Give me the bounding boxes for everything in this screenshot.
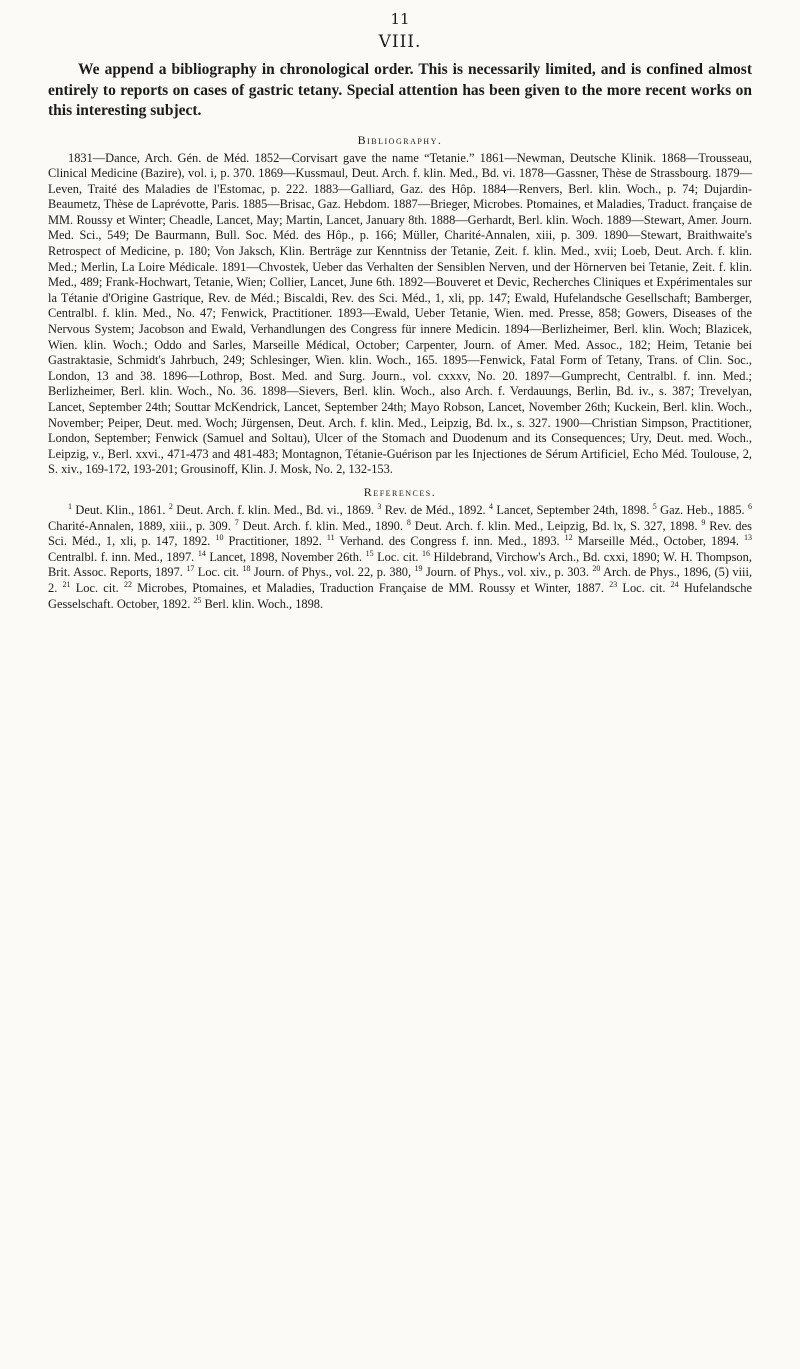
reference-item: $^{22}$ Microbes, Ptomaines, et Maladies, Traduction Française de MM. Roussy et Winter, 1887. <box>123 579 604 595</box>
reference-item: $^{18}$ Journ. of Phys., vol. 22, p. 380, <box>242 564 412 580</box>
reference-item: $^3$ Rev. de Méd., 1892. <box>377 501 486 517</box>
reference-item: $^{12}$ Marseille Méd., October, 1894. <box>564 533 739 549</box>
reference-item: $^{13}$ Centralbl. f. inn. Med., 1897. <box>48 533 752 564</box>
section-number: VIII. <box>378 32 422 52</box>
reference-item: $^{10}$ Practitioner, 1892. <box>215 533 322 549</box>
reference-item: $^{16}$ Hildebrand, Virchow's Arch., Bd. cxxi, 1890; W. H. Thompson, Brit. Assoc. Reports, 1897. <box>48 548 752 580</box>
references-heading: References. <box>363 484 437 499</box>
document-page <box>48 10 752 612</box>
page-number: 11 <box>390 10 410 28</box>
reference-item: $^5$ Gaz. Heb., 1885. <box>652 501 745 517</box>
reference-item: $^{14}$ Lancet, 1898, November 26th. <box>197 548 363 564</box>
reference-item: $^{15}$ Loc. cit. <box>365 548 419 564</box>
bibliography-text: 1831—Dance, Arch. Gén. de Méd. 1852—Corvisart gave the name “Tetanie.” 1861—Newman, Deutsche Klinik. 1868—Trousseau, Clinical Medicine (Bazire), vol. i, p. 370. 1869—Kussmaul, Deut. Arch. f. klin. Med., Bd. vi. 1878—Gassner, Thèse de Strassbourg. 1879—Leven, Traité des Maladies de l'Estomac, p. 222. 1883—Galliard, Gaz. des Hôp. 1884—Renvers, Berl. klin. Woch., p. 74; Dujardin-Beaumetz, Thèse de Laprévotte, Paris. 1885—Brisac, Gaz. Hebdom. 1887—Brieger, Microbes. Ptomaines, et Maladies, Traduct. française de MM. Roussy et Winter; Cheadle, Lancet, May; Martin, Lancet, January 8th. 1888—Gerhardt, Berl. klin. Woch. 1889—Stewart, Amer. Journ. Med. Sci., 549; De Baurmann, Bull. Soc. Méd. des Hôp., p. 166; Müller, Charité-Annalen, xiii, p. 309. 1890—Stewart, Braithwaite's Retrospect of Medicine, p. 180; Von Jaksch, Klin. Berträge zur Kenntniss der Tetanie, Zeit. f. klin. Med., xvii; Loeb, Deut. Arch. f. klin. Med.; Merlin, La Loire Médicale. 1891—Chvostek, Ueber das Verhalten der Sensiblen Nerven, und der Hörnerven bei Tetanie, Zeit. f. klin. Med., 489; Frank-Hochwart, Tetanie, Wien; Collier, Lancet, June 6th. 1892—Bouveret et Devic, Recherches Cliniques et Expérimentales sur la Tétanie d'Origine Gastrique, Rev. de Méd.; Biscaldi, Rev. des Sci. Méd., 1, xli, pp. 147; Ewald, Hufelandsche Gesellschaft; Bamberger, Centralbl. f. klin. Med., No. 47; Fenwick, Practitioner. 1893—Ewald, Ueber Tetanie, Wien. med. Presse, 858; Gowers, Diseases of the Nervous System; Jacobson and Ewald, Verhandlungen des Congress für innere Medicin. 1894—Berlizheimer, Berl. klin. Woch; Blazicek, Wien. klin. Woch.; Oddo and Sarles, Marseille Médical, October; Carpenter, Journ. of Amer. Med. Assoc., 182; Heim, Tetanie bei Gastraktasie, Schmidt's Jahrbuch, 249; Schlesinger, Wien. klin. Woch., 165. 1895—Fenwick, Fatal Form of Tetany, Trans. of Clin. Soc., London, 13 and 38. 1896—Lothrop, Bost. Med. and Surg. Journ., vol. cxxxv, No. 20. 1897—Gumprecht, Centralbl. f. inn. Med.; Berlizheimer, Berl. klin. Woch., No. 36. 1898—Sievers, Berl. klin. Woch., also Arch. f. Verdauungs, Berlin, Bd. iv., s. 387; Trevelyan, Lancet, September 24th; Souttar McKendrick, Lancet, September 24th; Mayo Robson, Lancet, November 26th; Kuckein, Berl. klin. Woch., November; Peiper, Deut. med. Woch; Jürgensen, Deut. Arch. f. klin. Med., Leipzig, Bd. lx., s. 327. 1900—Christian Simpson, Practitioner, London, September; Fenwick (Samuel and Soltau), Ulcer of the Stomach and Duodenum and its Consequences; Ury, Deut. med. Woch., Leipzig, v., Berl. xxvi., 471-473 and 481-483; Montagnon, Tétanie-Guérison par les Injectiones de Sérum Artificiel, Echo Méd. Toulouse, 2, S. xiv., 169-172, 193-201; Grousinoff, Klin. J. Mosk, No. 2, 132-153. <box>48 150 752 477</box>
reference-item: $^7$ Deut. Arch. f. klin. Med., 1890. <box>234 517 403 533</box>
reference-item: $^2$ Deut. Arch. f. klin. Med., Bd. vi., 1869. <box>168 501 374 517</box>
reference-item: $^4$ Lancet, September 24th, 1898. <box>489 501 650 517</box>
reference-item: $^{23}$ Loc. cit. <box>609 579 666 595</box>
references-list <box>48 503 752 612</box>
bibliography-heading: Bibliography. <box>357 132 443 147</box>
reference-item: $^{19}$ Journ. of Phys., vol. xiv., p. 303. <box>414 564 589 580</box>
reference-item: $^8$ Deut. Arch. f. klin. Med., Leipzig, Bd. lx, S. 327, 1898. <box>406 517 698 533</box>
reference-item: $^1$ Deut. Klin., 1861. <box>68 501 166 517</box>
reference-item: $^6$ Charité-Annalen, 1889, xiii., p. 309. <box>48 501 753 533</box>
reference-item: $^{21}$ Loc. cit. <box>62 579 119 595</box>
intro-paragraph: We append a bibliography in chronological order. This is necessarily limited, and is confined almost entirely to reports on cases of gastric tetany. Special attention has been given to the more recent works on this interesting subject. <box>48 61 752 119</box>
reference-item: $^{20}$ Arch. de Phys., 1896, (5) viii, 2. <box>48 564 753 595</box>
reference-item: $^9$ Rev. des Sci. Méd., 1, xli, p. 147, 1892. <box>48 517 752 549</box>
reference-item: $^{11}$ Verhand. des Congress f. inn. Med., 1893. <box>326 533 560 549</box>
reference-item: $^{25}$ Berl. klin. Woch., 1898. <box>193 595 324 611</box>
reference-item: $^{24}$ Hufelandsche Gesselschaft. October, 1892. <box>48 579 752 611</box>
reference-item: $^{17}$ Loc. cit. <box>186 564 240 580</box>
